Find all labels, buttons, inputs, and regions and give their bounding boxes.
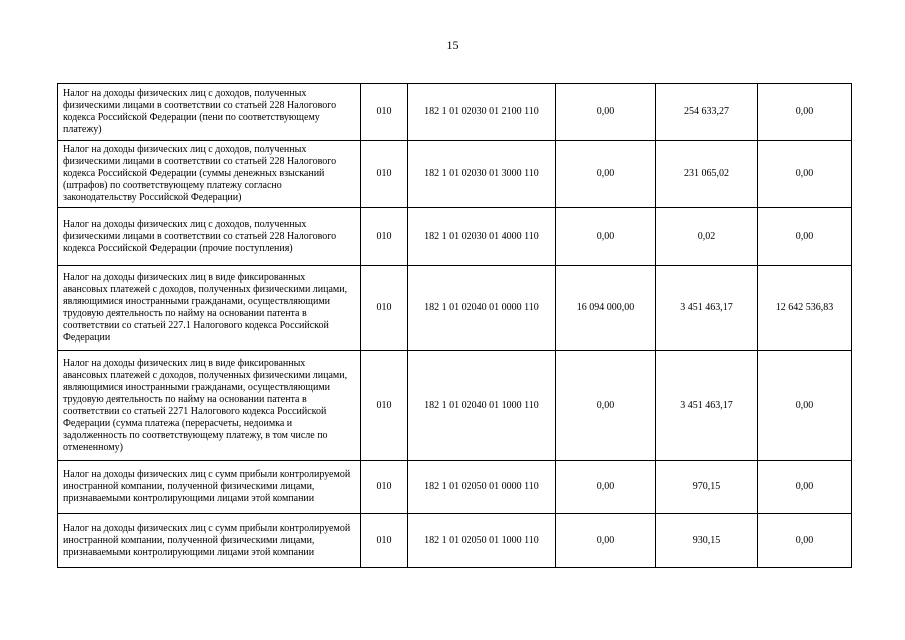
- table-row: [58, 351, 852, 461]
- planned-amount-cell: 0,00: [556, 351, 656, 461]
- budget-code-cell: 182 1 01 02030 01 3000 110: [408, 141, 556, 208]
- unexecuted-amount-cell: 0,00: [758, 141, 852, 208]
- planned-amount-cell: 0,00: [556, 84, 656, 141]
- planned-amount-cell: 0,00: [556, 141, 656, 208]
- income-name-cell: Налог на доходы физических лиц с доходов, полученных физическими лицами в соответствии со статьей 228 Налогового кодекса Российской Федерации (суммы денежных взысканий (штрафов) по соответствующему платежу согласно законодательству Российской Федерации): [58, 141, 361, 208]
- income-name-cell: Налог на доходы физических лиц с сумм прибыли контролируемой иностранной компании, полученной физическими лицами, признаваемыми контролирующими лицами этой компании: [58, 461, 361, 514]
- income-name-cell: Налог на доходы физических лиц с доходов, полученных физическими лицами в соответствии со статьей 228 Налогового кодекса Российской Федерации (пени по соответствующему платежу): [58, 84, 361, 141]
- executed-amount-cell: 930,15: [656, 514, 758, 568]
- unexecuted-amount-cell: 0,00: [758, 461, 852, 514]
- budget-code-cell: 182 1 01 02030 01 4000 110: [408, 208, 556, 266]
- line-code-cell: 010: [361, 351, 408, 461]
- executed-amount-cell: 3 451 463,17: [656, 266, 758, 351]
- executed-amount-cell: 0,02: [656, 208, 758, 266]
- table-row: [58, 84, 852, 141]
- unexecuted-amount-cell: 12 642 536,83: [758, 266, 852, 351]
- table-row: [58, 266, 852, 351]
- unexecuted-amount-cell: 0,00: [758, 208, 852, 266]
- line-code-cell: 010: [361, 84, 408, 141]
- planned-amount-cell: 16 094 000,00: [556, 266, 656, 351]
- line-code-cell: 010: [361, 208, 408, 266]
- executed-amount-cell: 254 633,27: [656, 84, 758, 141]
- line-code-cell: 010: [361, 461, 408, 514]
- budget-code-cell: 182 1 01 02050 01 1000 110: [408, 514, 556, 568]
- line-code-cell: 010: [361, 141, 408, 208]
- income-name-cell: Налог на доходы физических лиц в виде фиксированных авансовых платежей с доходов, полученных физическими лицами, являющимися иностранными гражданами, осуществляющими трудовую деятельность по найму на основании патента в соответствии со статьей 2271 Налогового кодекса Российской Федерации (сумма платежа (перерасчеты, недоимка и задолженность по соответствующему платежу, в том числе по отмененному): [58, 351, 361, 461]
- planned-amount-cell: 0,00: [556, 461, 656, 514]
- budget-code-cell: 182 1 01 02040 01 1000 110: [408, 351, 556, 461]
- executed-amount-cell: 231 065,02: [656, 141, 758, 208]
- executed-amount-cell: 970,15: [656, 461, 758, 514]
- table-row: [58, 208, 852, 266]
- page-number: 15: [446, 38, 459, 52]
- line-code-cell: 010: [361, 266, 408, 351]
- revenue-table: [57, 83, 852, 568]
- table-row: [58, 514, 852, 568]
- unexecuted-amount-cell: 0,00: [758, 351, 852, 461]
- budget-code-cell: 182 1 01 02050 01 0000 110: [408, 461, 556, 514]
- line-code-cell: 010: [361, 514, 408, 568]
- planned-amount-cell: 0,00: [556, 514, 656, 568]
- income-name-cell: Налог на доходы физических лиц с доходов, полученных физическими лицами в соответствии со статьей 228 Налогового кодекса Российской Федерации (прочие поступления): [58, 208, 361, 266]
- table-row: [58, 141, 852, 208]
- budget-code-cell: 182 1 01 02040 01 0000 110: [408, 266, 556, 351]
- table-row: [58, 461, 852, 514]
- budget-code-cell: 182 1 01 02030 01 2100 110: [408, 84, 556, 141]
- planned-amount-cell: 0,00: [556, 208, 656, 266]
- income-name-cell: Налог на доходы физических лиц с сумм прибыли контролируемой иностранной компании, полученной физическими лицами, признаваемыми контролирующими лицами этой компании: [58, 514, 361, 568]
- unexecuted-amount-cell: 0,00: [758, 84, 852, 141]
- unexecuted-amount-cell: 0,00: [758, 514, 852, 568]
- income-name-cell: Налог на доходы физических лиц в виде фиксированных авансовых платежей с доходов, полученных физическими лицами, являющимися иностранными гражданами, осуществляющими трудовую деятельность по найму на основании патента в соответствии со статьей 227.1 Налогового кодекса Российской Федерации: [58, 266, 361, 351]
- executed-amount-cell: 3 451 463,17: [656, 351, 758, 461]
